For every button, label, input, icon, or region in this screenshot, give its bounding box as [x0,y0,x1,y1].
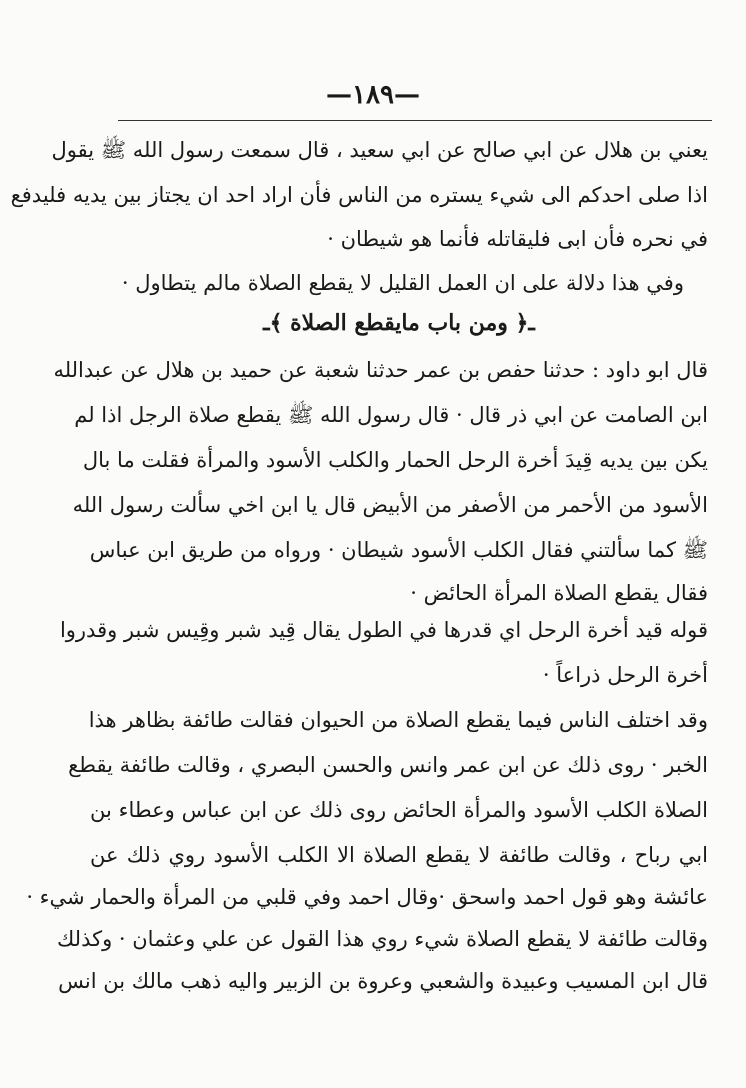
section-title: ـ﴿ ومن باب مايقطع الصلاة ﴾ـ [263,310,535,336]
text-line: يكن بين يديه قِيدَ أخرة الرحل الحمار والكلب الأسود والمرأة فقلت ما بال [82,448,708,472]
text-line: وقالت طائفة لا يقطع الصلاة شيء روي هذا القول عن علي وعثمان · وكذلك [56,927,708,951]
text-line: وفي هذا دلالة على ان العمل القليل لا يقطع الصلاة مالم يتطاول · [121,271,684,295]
text-line: ﷺ كما سألتني فقال الكلب الأسود شيطان · ورواه من طريق ابن عباس [89,538,708,562]
text-line: الصلاة الكلب الأسود والمرأة الحائض روى ذلك عن ابن عباس وعطاء بن [90,798,708,822]
text-line: في نحره فأن ابى فليقاتله فأنما هو شيطان · [327,227,708,251]
text-line: وقد اختلف الناس فيما يقطع الصلاة من الحيوان فقالت طائفة بظاهر هذا [88,708,708,732]
text-line: ابي رباح ، وقالت طائفة لا يقطع الصلاة الا الكلب الأسود روي ذلك عن [90,843,708,867]
text-line: فقال يقطع الصلاة المرأة الحائض · [410,581,708,605]
text-line: عائشة وهو قول احمد واسحق ·وقال احمد وفي قلبي من المرأة والحمار شيء · [26,885,708,909]
text-line: الخبر · روى ذلك عن ابن عمر وانس والحسن البصري ، وقالت طائفة يقطع [68,753,708,777]
text-line: يعني بن هلال عن ابي صالح عن ابي سعيد ، قال سمعت رسول الله ﷺ يقول [51,138,708,162]
text-line: قوله قيد أخرة الرحل اي قدرها في الطول يقال قِيد شبر وقِيس شبر وقدروا [59,618,708,642]
text-line: أخرة الرحل ذراعاً · [542,663,708,687]
text-line: الأسود من الأحمر من الأصفر من الأبيض قال يا ابن اخي سألت رسول الله [72,493,708,517]
text-line: قال ابو داود : حدثنا حفص بن عمر حدثنا شعبة عن حميد بن هلال عن عبدالله [53,358,708,382]
text-line: ابن الصامت عن ابي ذر قال · قال رسول الله ﷺ يقطع صلاة الرجل اذا لم [74,403,708,427]
header-rule [118,120,712,121]
text-line: قال ابن المسيب وعبيدة والشعبي وعروة بن الزبير واليه ذهب مالك بن انس [58,969,708,993]
text-line: اذا صلى احدكم الى شيء يستره من الناس فأن اراد احد ان يجتاز بين يديه فليدفع [10,183,708,207]
page-number: —١٨٩— [326,80,420,110]
